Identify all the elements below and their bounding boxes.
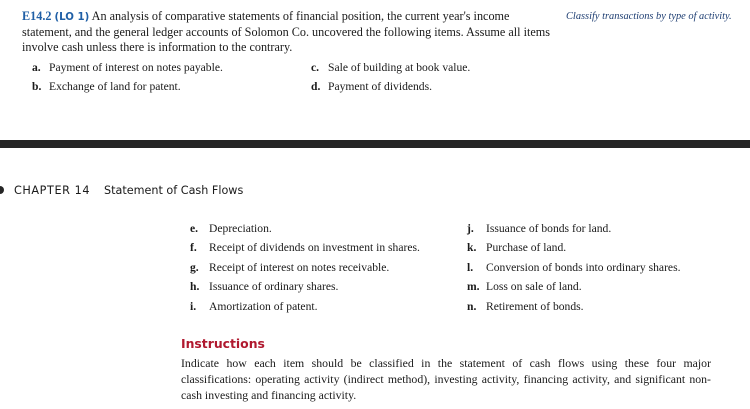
instructions-heading: Instructions [181,336,265,351]
item-text: Issuance of ordinary shares. [209,280,339,293]
list-item [190,300,318,314]
item-letter: b. [32,80,42,93]
item-text: Depreciation. [209,222,272,235]
item-letter: a. [32,61,41,74]
learning-objective: (LO 1) [54,12,90,23]
list-item [190,280,338,294]
margin-note: Classify transactions by type of activity. [566,11,732,22]
list-item [467,241,566,255]
item-letter: c. [311,61,320,74]
item-letter: h. [190,280,200,293]
list-item [311,61,470,75]
list-item [467,261,681,275]
item-text: Exchange of land for patent. [49,80,181,93]
item-letter: i. [190,300,197,313]
chapter-title: Statement of Cash Flows [104,184,244,197]
list-item [467,280,582,294]
item-letter: f. [190,241,197,254]
bullet-dot [0,186,4,194]
item-text: Payment of dividends. [328,80,433,93]
item-letter: n. [467,300,477,313]
page-divider [0,140,750,148]
list-item [32,61,223,75]
exercise-statement [22,9,550,56]
item-text: Receipt of interest on notes receivable. [209,261,390,274]
chapter-label: CHAPTER 14 [14,184,91,197]
item-text: Conversion of bonds into ordinary shares. [486,261,681,274]
item-text: Amortization of patent. [209,300,318,313]
item-letter: e. [190,222,199,235]
item-letter: g. [190,261,199,274]
instructions-text: Indicate how each item should be classified in the statement of cash flows using these four major classifications: operating activity (indirect method), investing activity, financing activity, and significant non-cash investing and financing activity. [181,356,711,402]
item-text: Loss on sale of land. [486,280,582,293]
item-text: Sale of building at book value. [328,61,471,74]
item-letter: k. [467,241,477,254]
exercise-text: An analysis of comparative statements of financial position, the current year's income statement, and the general ledger accounts of Solomon Co. uncovered the following items. Assume all items involve cash unless there is information to the contrary. [22,9,551,55]
list-item [311,80,432,94]
item-letter: d. [311,80,321,93]
list-item [190,222,272,236]
item-letter: j. [467,222,474,235]
list-item [467,222,611,236]
item-text: Retirement of bonds. [486,300,584,313]
item-text: Issuance of bonds for land. [486,222,612,235]
list-item [467,300,584,314]
item-text: Receipt of dividends on investment in shares. [209,241,420,254]
item-letter: l. [467,261,474,274]
item-text: Payment of interest on notes payable. [49,61,223,74]
exercise-id: E14.2 [22,9,52,23]
item-text: Purchase of land. [486,241,567,254]
list-item [32,80,181,94]
list-item [190,241,420,255]
list-item [190,261,389,275]
item-letter: m. [467,280,480,293]
